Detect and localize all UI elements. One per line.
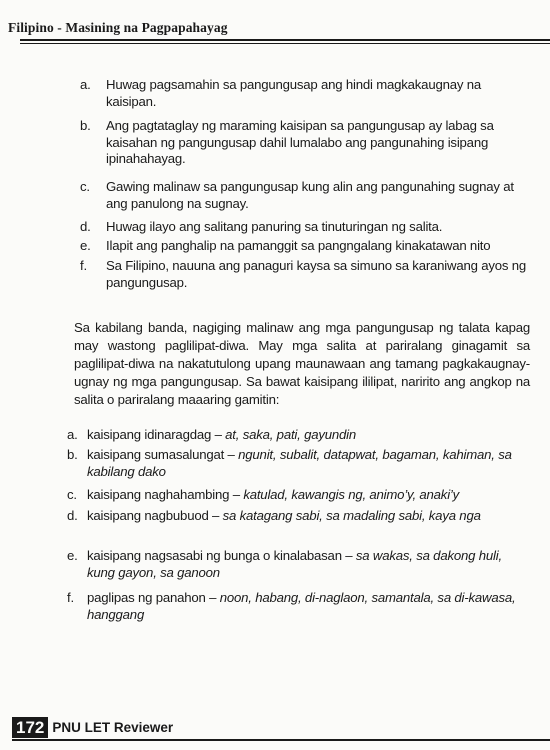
item-examples: katulad, kawangis ng, animo’y, anaki’y	[243, 487, 460, 502]
item-text	[87, 508, 532, 525]
item-label: kaisipang nagsasabi ng bunga o kinalabasan –	[87, 548, 356, 563]
item-text: Huwag ilayo ang salitang panuring sa tinuturingan ng salita.	[106, 219, 443, 234]
item-marker: c.	[80, 179, 90, 194]
item-marker: b.	[67, 447, 78, 462]
item-marker: f.	[80, 258, 87, 273]
item-label: kaisipang naghahambing –	[87, 487, 244, 502]
item-marker: c.	[67, 487, 77, 502]
item-marker: e.	[67, 548, 78, 563]
item-marker: e.	[80, 238, 91, 253]
item-marker: b.	[80, 118, 91, 133]
item-label: kaisipang idinaragdag –	[87, 427, 226, 442]
page-footer	[12, 717, 173, 738]
item-marker: f.	[67, 590, 74, 605]
item-marker: d.	[80, 219, 91, 234]
item-text: Ilapit ang panghalip na pamanggit sa pangngalang kinakatawan nito	[106, 238, 491, 253]
item-text: Sa Filipino, nauuna ang panaguri kaysa sa simuno sa karaniwang ayos ng pangungusap.	[106, 258, 526, 290]
item-text	[87, 548, 532, 581]
item-examples: at, saka, pati, gayundin	[225, 427, 357, 442]
page-number: 172	[12, 717, 48, 738]
item-label: kaisipang sumasalungat –	[87, 447, 239, 462]
item-examples: sa katagang sabi, sa madaling sabi, kaya nga	[222, 508, 481, 523]
item-label: paglipas ng panahon –	[87, 590, 220, 605]
item-text: Ang pagtataglay ng maraming kaisipan sa pangungusap ay labag sa kaisahan ng pangungusap dahil lumalabo ang pangunahing isipang ipinahahayag.	[106, 118, 494, 166]
header-rule-thin	[20, 43, 550, 44]
item-examples: noon, habang, di-naglaon, samantala, sa di-kawasa, hanggang	[87, 590, 516, 622]
item-text: Gawing malinaw sa pangungusap kung alin ang pangunahing sugnay at ang panulong na sugnay.	[106, 179, 514, 211]
header-rule	[20, 39, 550, 41]
item-text	[87, 487, 532, 504]
item-text: Huwag pagsamahin sa pangungusap ang hindi magkakaugnay na kaisipan.	[106, 77, 481, 109]
item-marker: a.	[67, 427, 78, 442]
item-label: kaisipang nagbubuod –	[87, 508, 223, 523]
book-title: PNU LET Reviewer	[52, 720, 174, 735]
running-header: Filipino - Masining na Pagpapahayag	[8, 20, 228, 35]
item-marker: d.	[67, 508, 78, 523]
item-text	[87, 427, 532, 444]
item-text	[87, 447, 532, 480]
item-marker: a.	[80, 77, 91, 92]
item-examples: ngunit, subalit, datapwat, bagaman, kahiman, sa kabilang dako	[87, 447, 512, 479]
body-paragraph: Sa kabilang banda, nagiging malinaw ang mga pangungusap ng talata kapag may wastong paglilipat-diwa. May mga salita at pariralang ginagamit sa paglilipat-diwa na nakatutulong upang maunawaan ang tamang pagkakaugnay-ugnay ng mga pangungusap. Sa bawat kaisipang ililipat, naririto ang angkop na salita o pariralang maaaring gamitin:	[74, 320, 530, 407]
item-text	[87, 590, 532, 623]
item-examples: sa wakas, sa dakong huli, kung gayon, sa ganoon	[87, 548, 502, 580]
footer-rule	[12, 739, 550, 741]
